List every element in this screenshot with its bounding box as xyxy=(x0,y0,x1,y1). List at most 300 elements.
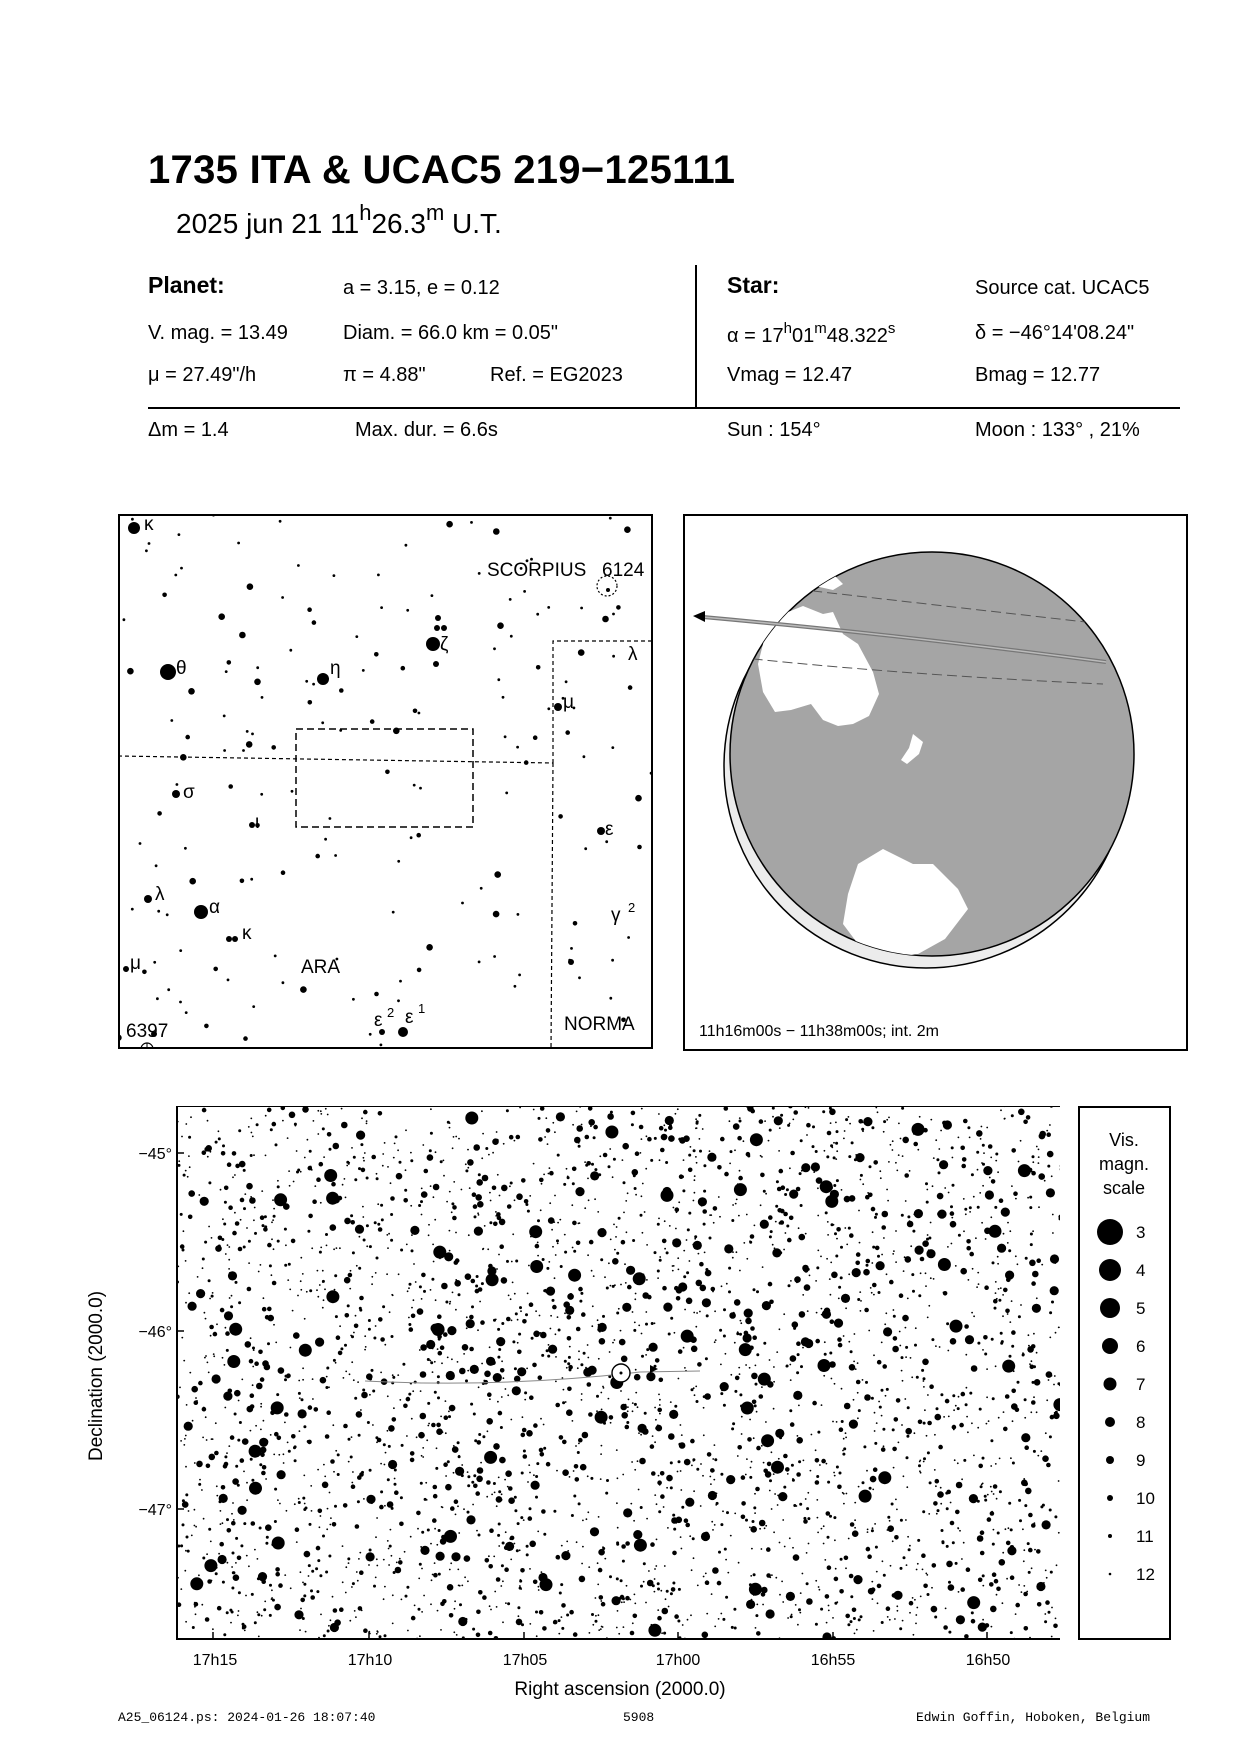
star-dot xyxy=(675,1207,680,1212)
star-dot xyxy=(517,1389,519,1391)
star-dot xyxy=(877,1262,879,1264)
star-dot xyxy=(365,1346,367,1348)
star-dot xyxy=(260,1264,262,1266)
star-dot xyxy=(905,1519,907,1521)
star-dot xyxy=(277,1185,280,1188)
star-dot xyxy=(206,1553,208,1555)
star-dot xyxy=(1006,1541,1011,1546)
star-dot xyxy=(1052,1214,1054,1216)
star-dot xyxy=(991,1491,993,1493)
star-dot xyxy=(677,1239,679,1241)
finder-chart xyxy=(118,514,653,1049)
star-dot xyxy=(387,1501,394,1508)
star-dot xyxy=(367,1421,370,1424)
star-dot xyxy=(663,1632,666,1635)
star-dot xyxy=(378,1111,383,1116)
star-dot xyxy=(209,1325,214,1330)
star-label-index: 2 xyxy=(628,900,636,915)
star-dot xyxy=(950,1211,955,1216)
star-dot xyxy=(529,1472,531,1474)
star-dot xyxy=(481,1110,483,1112)
star-dot xyxy=(562,1401,565,1404)
star-dot xyxy=(923,1380,925,1382)
star-dot xyxy=(265,1524,272,1531)
star-dot xyxy=(345,1313,350,1318)
star-dot xyxy=(185,1170,187,1172)
star-dot xyxy=(983,1166,992,1175)
star-dot xyxy=(379,1635,382,1638)
star-dot xyxy=(234,1390,241,1397)
star-dot xyxy=(986,1368,988,1370)
star-dot xyxy=(802,1265,809,1272)
star-dot xyxy=(229,1272,232,1275)
star-dot xyxy=(802,1294,804,1296)
star-dot xyxy=(232,1571,235,1574)
star-dot xyxy=(772,1116,774,1118)
star-dot xyxy=(595,1597,597,1599)
star-dot xyxy=(257,1558,259,1560)
star-dot xyxy=(380,1463,382,1465)
star-dot xyxy=(1046,1577,1048,1579)
star-dot xyxy=(658,1475,660,1477)
star-dot xyxy=(304,1318,306,1320)
star-dot xyxy=(489,1192,491,1194)
star-dot xyxy=(600,1392,602,1394)
star-dot xyxy=(582,1432,589,1439)
star-dot xyxy=(866,1259,871,1264)
star-dot xyxy=(790,1379,792,1381)
star-dot xyxy=(696,1162,698,1164)
star-dot xyxy=(609,1415,614,1420)
star-dot xyxy=(641,1333,643,1335)
star-dot xyxy=(741,1416,743,1418)
star-dot xyxy=(651,1583,653,1585)
dec-tick-label: −45° xyxy=(138,1146,172,1163)
star-dot xyxy=(907,1536,909,1538)
star-dot xyxy=(435,1467,438,1470)
star-dot xyxy=(494,871,501,878)
star-dot xyxy=(390,1239,393,1242)
star-dot xyxy=(968,1279,970,1281)
star-dot xyxy=(500,1368,505,1373)
star-dot xyxy=(231,1295,233,1297)
star-dot xyxy=(206,1439,208,1441)
star-dot xyxy=(936,1513,938,1515)
star-dot xyxy=(505,1602,507,1604)
star-dot xyxy=(561,1603,566,1608)
star-dot xyxy=(243,1471,245,1473)
star-dot xyxy=(334,1619,341,1626)
star-dot xyxy=(493,528,500,535)
star-dot xyxy=(348,1438,351,1441)
star-dot xyxy=(672,1514,675,1517)
star-dot xyxy=(188,1215,193,1220)
star-dot xyxy=(220,1523,222,1525)
star-dot xyxy=(566,1541,568,1543)
star-dot xyxy=(450,1506,455,1511)
star-dot xyxy=(852,1530,859,1537)
star-dot xyxy=(359,1296,364,1301)
star-dot xyxy=(957,1462,959,1464)
star-dot xyxy=(733,1123,740,1130)
star-dot xyxy=(572,1420,574,1422)
star-dot xyxy=(728,1290,731,1293)
star-dot xyxy=(458,1293,461,1296)
star-dot xyxy=(956,1615,965,1624)
star-dot xyxy=(1009,1230,1011,1232)
star-dot xyxy=(1027,1542,1030,1545)
star-dot xyxy=(430,1132,433,1135)
star-dot xyxy=(363,1239,366,1242)
star-dot xyxy=(684,1459,691,1466)
star-dot xyxy=(664,1248,666,1250)
star-dot xyxy=(668,1433,675,1440)
star-dot xyxy=(640,1506,643,1509)
star-dot xyxy=(131,518,134,521)
star-dot xyxy=(363,1110,368,1115)
star-dot xyxy=(231,1521,236,1526)
star-dot xyxy=(1011,1114,1014,1117)
star-dot xyxy=(945,1608,947,1610)
star-dot xyxy=(792,1547,794,1549)
star-dot xyxy=(893,1591,902,1600)
magnitude-drop: Δm = 1.4 xyxy=(148,419,229,441)
star-dot xyxy=(681,1434,683,1436)
star-dot xyxy=(182,1499,185,1502)
star-dot xyxy=(335,1450,337,1452)
star-dot xyxy=(731,1219,734,1222)
star-dot xyxy=(872,1489,874,1491)
star-dot xyxy=(488,1555,490,1557)
star-dot xyxy=(688,1212,691,1215)
star-dot xyxy=(703,1164,706,1167)
star-dot xyxy=(951,1243,953,1245)
star-dot xyxy=(856,1252,861,1257)
star-dot xyxy=(625,1282,627,1284)
star-dot xyxy=(844,1556,849,1561)
star-dot xyxy=(958,1591,960,1593)
star-dot xyxy=(876,1571,878,1573)
star-dot xyxy=(390,1196,395,1201)
star-dot xyxy=(499,1195,501,1197)
star-dot xyxy=(599,1155,601,1157)
star-dot xyxy=(373,1337,376,1340)
star-dot xyxy=(626,1421,629,1424)
star-dot xyxy=(260,793,263,796)
star-dot xyxy=(857,1362,859,1364)
star-dot xyxy=(274,1520,277,1523)
star-dot xyxy=(595,1620,598,1623)
star-dot xyxy=(473,1144,480,1151)
star-dot xyxy=(208,1181,211,1184)
star-dot xyxy=(382,1153,384,1155)
star-dot xyxy=(578,1502,581,1505)
star-dot xyxy=(477,1467,484,1474)
star-dot xyxy=(860,1179,862,1181)
star-dot xyxy=(451,1552,460,1561)
star-dot xyxy=(354,1324,359,1329)
star-dot xyxy=(850,1350,853,1353)
star-dot xyxy=(867,1529,869,1531)
star-dot xyxy=(429,1149,432,1152)
star-dot xyxy=(677,1471,679,1473)
star-dot xyxy=(875,1246,880,1251)
star-dot xyxy=(398,1560,403,1565)
star-dot xyxy=(433,1485,438,1490)
star-dot xyxy=(927,1234,929,1236)
star-dot xyxy=(650,1444,655,1449)
star-dot xyxy=(294,1610,303,1619)
star-dot xyxy=(741,1433,743,1435)
star-label: ε xyxy=(605,819,614,840)
star-dot xyxy=(258,1271,260,1273)
star-dot xyxy=(445,1432,447,1434)
star-dot xyxy=(901,1424,903,1426)
star-dot xyxy=(999,1458,1001,1460)
star-dot xyxy=(792,1478,794,1480)
star-dot xyxy=(1038,1206,1040,1208)
star-dot xyxy=(744,1309,753,1318)
star-dot xyxy=(458,1585,460,1587)
star-dot xyxy=(703,1395,706,1398)
star-dot xyxy=(588,1412,593,1417)
star-dot xyxy=(213,1378,215,1380)
star-dot xyxy=(585,1367,587,1369)
star-dot xyxy=(662,1608,669,1615)
star-dot xyxy=(551,1229,553,1231)
star-dot xyxy=(403,1198,408,1203)
star-dot xyxy=(570,947,573,950)
star-dot xyxy=(990,1216,992,1218)
star-dot xyxy=(260,1406,262,1408)
star-dot xyxy=(795,1604,797,1606)
star-dot xyxy=(570,1367,572,1369)
star-dot xyxy=(783,1313,785,1315)
star-dot xyxy=(883,1445,885,1447)
star-dot xyxy=(397,999,400,1002)
star-dot xyxy=(683,1275,686,1278)
star-dot xyxy=(283,1203,290,1210)
star-dot xyxy=(1031,1360,1033,1362)
star-dot xyxy=(227,1562,229,1564)
star-dot xyxy=(735,1376,740,1381)
star-dot xyxy=(718,1618,720,1620)
star-dot xyxy=(572,1221,577,1226)
star-dot xyxy=(716,1493,718,1495)
star-dot xyxy=(311,1510,313,1512)
star-dot xyxy=(982,1619,984,1621)
star-dot xyxy=(303,1594,306,1597)
star-dot xyxy=(880,1177,882,1179)
star-dot xyxy=(331,1182,336,1187)
star-dot xyxy=(194,1509,196,1511)
star-dot xyxy=(388,1233,390,1235)
star-dot xyxy=(644,1412,647,1415)
star-dot xyxy=(578,1443,580,1445)
star-dot xyxy=(185,1466,187,1468)
star-dot xyxy=(670,1592,673,1595)
star-dot xyxy=(1015,1613,1017,1615)
star-dot xyxy=(646,1372,655,1381)
dec-tick-label: −46° xyxy=(138,1324,172,1341)
star-dot xyxy=(533,1163,535,1165)
star-dot xyxy=(361,1117,363,1119)
star-dot xyxy=(535,1475,538,1478)
star-dot xyxy=(322,1127,325,1130)
star-dot xyxy=(455,1136,457,1138)
star-dot xyxy=(449,1569,451,1571)
star-dot xyxy=(821,1404,823,1406)
star-dot xyxy=(510,1298,512,1300)
star-dot xyxy=(467,1159,474,1166)
star-dot xyxy=(387,1395,389,1397)
dec-tick-label: −47° xyxy=(138,1502,172,1519)
star-dot xyxy=(675,1228,677,1230)
star-dot xyxy=(899,1331,901,1333)
star-dot xyxy=(887,1529,889,1531)
star-dot xyxy=(971,1173,974,1176)
star-dot xyxy=(829,1361,836,1368)
star-dot xyxy=(548,1344,550,1346)
star-dot xyxy=(872,1231,874,1233)
star-dot xyxy=(467,1471,469,1473)
star-dot xyxy=(702,1632,709,1639)
star-dot xyxy=(598,1173,601,1176)
star-dot xyxy=(856,1629,858,1631)
star-dot xyxy=(1033,1365,1036,1368)
star-dot xyxy=(485,1147,488,1150)
star-dot xyxy=(717,1165,722,1170)
star-dot xyxy=(1056,1564,1058,1566)
star-dot xyxy=(838,1298,840,1300)
star-dot xyxy=(418,1204,421,1207)
star-dot xyxy=(941,1529,944,1532)
star-dot xyxy=(245,1341,252,1348)
star-dot xyxy=(634,1469,636,1471)
star-dot xyxy=(315,1567,318,1570)
star-dot xyxy=(438,1529,441,1532)
star-dot xyxy=(253,1219,255,1221)
star-dot xyxy=(1032,1155,1035,1158)
star-dot xyxy=(403,1404,408,1409)
star-dot xyxy=(973,1455,975,1457)
star-dot xyxy=(693,1149,696,1152)
star-dot xyxy=(591,1325,593,1327)
star-dot xyxy=(826,1463,828,1465)
star-dot xyxy=(621,1356,628,1363)
star-dot xyxy=(674,1405,677,1408)
star-dot xyxy=(756,1290,759,1293)
star-dot xyxy=(471,1305,474,1308)
star-dot xyxy=(581,1399,583,1401)
star-dot xyxy=(238,1506,247,1515)
star-dot xyxy=(887,1516,890,1519)
star-dot xyxy=(634,1187,637,1190)
star-dot xyxy=(328,1625,330,1627)
star-label: μ xyxy=(563,692,574,713)
star-dot xyxy=(543,1533,546,1536)
star-dot xyxy=(920,1596,922,1598)
star-dot xyxy=(266,1536,269,1539)
star-dot xyxy=(749,1419,751,1421)
star-dot xyxy=(739,1373,741,1375)
star-dot xyxy=(741,1515,746,1520)
star-dot xyxy=(494,1492,496,1494)
star-dot xyxy=(453,1181,455,1183)
star-dot xyxy=(965,1213,967,1215)
star-dot xyxy=(142,970,147,975)
star-dot xyxy=(590,1527,599,1536)
star-dot xyxy=(787,1473,789,1475)
star-dot xyxy=(381,1218,384,1221)
star-dot xyxy=(564,1312,566,1314)
star-label-index: 2 xyxy=(387,1005,395,1020)
star-dot xyxy=(1029,1260,1036,1267)
star-dot xyxy=(879,1170,881,1172)
star-dot xyxy=(634,1603,636,1605)
star-dot xyxy=(1008,1249,1011,1252)
star-dot xyxy=(938,1171,941,1174)
star-dot xyxy=(883,1120,886,1123)
legend-magnitude-label: 9 xyxy=(1136,1451,1146,1470)
star-dot xyxy=(546,1128,551,1133)
star-dot xyxy=(687,1619,689,1621)
star-dot xyxy=(798,1460,801,1463)
star-dot xyxy=(938,1445,943,1450)
star-dot xyxy=(967,1431,969,1433)
star-dot xyxy=(356,1131,365,1140)
star-dot xyxy=(1031,1281,1036,1286)
star-dot xyxy=(720,1392,723,1395)
star-dot xyxy=(1013,1370,1015,1372)
star-dot xyxy=(871,1126,874,1129)
star-dot xyxy=(861,1128,864,1131)
star-dot xyxy=(581,1312,586,1317)
star-dot xyxy=(640,1214,643,1217)
star-dot xyxy=(380,1204,383,1207)
star-dot xyxy=(986,1396,988,1398)
star-dot xyxy=(303,1475,305,1477)
star-dot xyxy=(692,1537,695,1540)
star-dot xyxy=(959,1530,961,1532)
star-dot xyxy=(380,1044,383,1047)
star-dot xyxy=(387,1247,389,1249)
star-dot xyxy=(251,1132,253,1134)
star-dot xyxy=(843,1335,845,1337)
finder-frame xyxy=(119,515,652,1048)
star-dot xyxy=(889,1526,894,1531)
star-dot xyxy=(496,1131,498,1133)
star-dot xyxy=(638,1432,640,1434)
star-dot xyxy=(300,1571,302,1573)
star-dot xyxy=(619,1597,622,1600)
star-dot xyxy=(629,1599,631,1601)
star-dot xyxy=(816,1312,818,1314)
star-dot xyxy=(351,1436,353,1438)
star-dot xyxy=(804,1284,811,1291)
star-dot xyxy=(538,1586,540,1588)
star-dot xyxy=(896,1398,901,1403)
star-dot xyxy=(670,1461,673,1464)
star-dot xyxy=(829,1278,831,1280)
star-dot xyxy=(527,1293,529,1295)
star-dot xyxy=(716,1502,719,1505)
star-dot xyxy=(1031,1567,1033,1569)
star-dot xyxy=(353,1332,355,1334)
star-dot xyxy=(226,1518,229,1521)
star-dot xyxy=(516,746,519,749)
star-dot xyxy=(926,1249,935,1258)
